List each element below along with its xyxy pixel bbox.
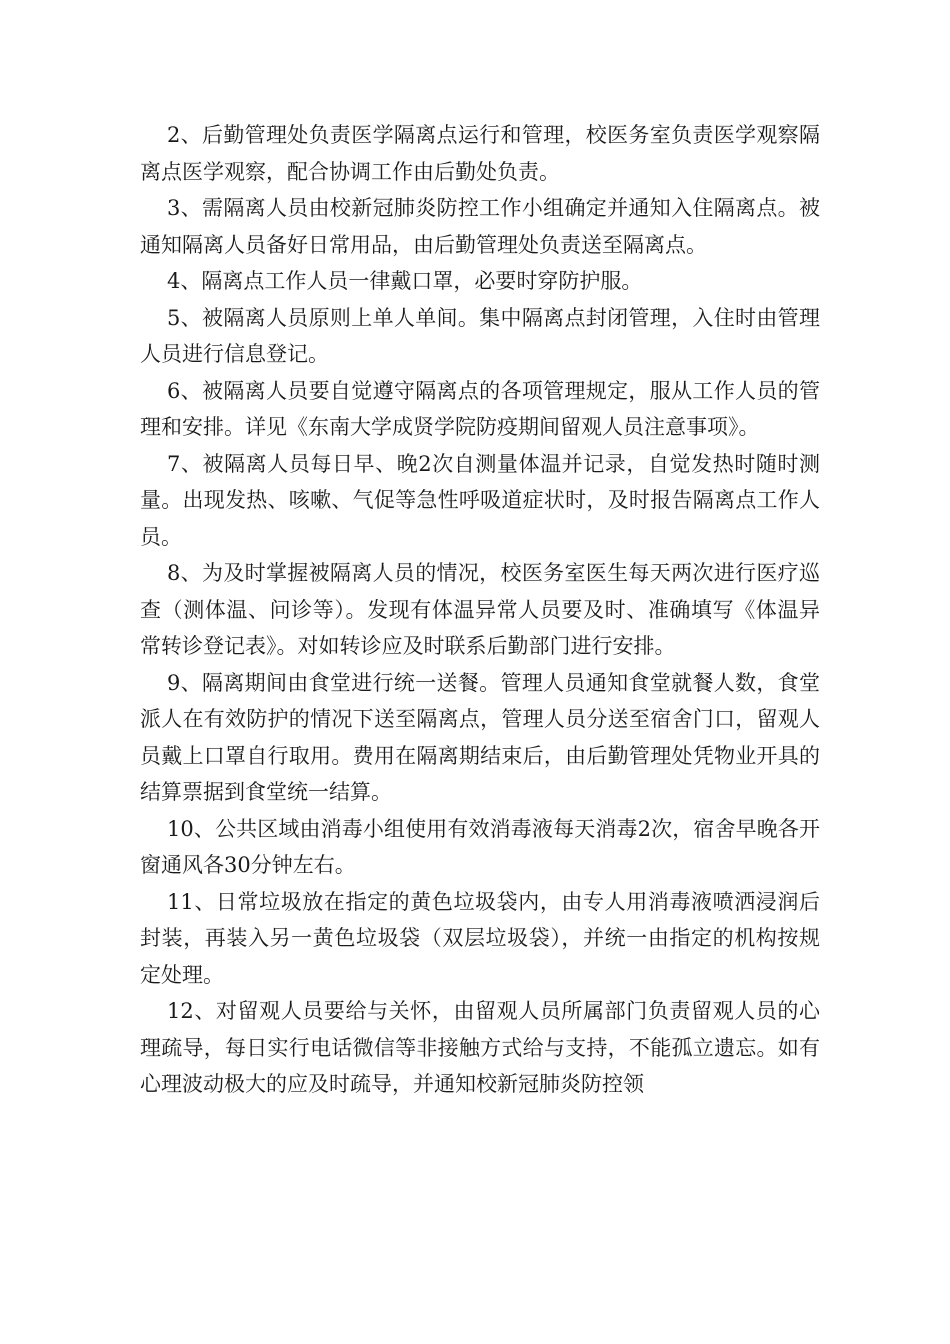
document-body <box>140 117 820 1103</box>
paragraph-item-11: 11、日常垃圾放在指定的黄色垃圾袋内，由专人用消毒液喷洒浸润后封装，再装入另一黄色垃圾袋（双层垃圾袋），并统一由指定的机构按规定处理。 <box>140 889 820 987</box>
paragraph-item-9: 9、隔离期间由食堂进行统一送餐。管理人员通知食堂就餐人数，食堂派人在有效防护的情况下送至隔离点，管理人员分送至宿舍门口，留观人员戴上口罩自行取用。费用在隔离期结束后，由后勤管理处凭物业开具的结算票据到食堂统一结算。 <box>140 670 820 804</box>
paragraph-item-7: 7、被隔离人员每日早、晚2次自测量体温并记录，自觉发热时随时测量。出现发热、咳嗽、气促等急性呼吸道症状时，及时报告隔离点工作人员。 <box>140 451 820 549</box>
paragraph-item-4: 4、隔离点工作人员一律戴口罩，必要时穿防护服。 <box>167 269 643 293</box>
paragraph-item-10: 10、公共区域由消毒小组使用有效消毒液每天消毒2次，宿舍早晚各开窗通风各30分钟左右。 <box>140 816 820 877</box>
paragraph-item-8: 8、为及时掌握被隔离人员的情况，校医务室医生每天两次进行医疗巡查（测体温、问诊等）。发现有体温异常人员要及时、准确填写《体温异常转诊登记表》。对如转诊应及时联系后勤部门进行安排。 <box>140 561 820 658</box>
paragraph-item-5: 5、被隔离人员原则上单人单间。集中隔离点封闭管理，入住时由管理人员进行信息登记。 <box>140 305 820 366</box>
paragraph-item-12: 12、对留观人员要给与关怀，由留观人员所属部门负责留观人员的心理疏导，每日实行电话微信等非接触方式给与支持，不能孤立遗忘。如有心理波动极大的应及时疏导，并通知校新冠肺炎防控领 <box>140 999 820 1096</box>
paragraph-item-6: 6、被隔离人员要自觉遵守隔离点的各项管理规定，服从工作人员的管理和安排。详见《东南大学成贤学院防疫期间留观人员注意事项》。 <box>140 378 820 439</box>
paragraph-item-2: 2、后勤管理处负责医学隔离点运行和管理，校医务室负责医学观察隔离点医学观察，配合协调工作由后勤处负责。 <box>140 123 820 184</box>
paragraph-item-3: 3、需隔离人员由校新冠肺炎防控工作小组确定并通知入住隔离点。被通知隔离人员备好日常用品，由后勤管理处负责送至隔离点。 <box>140 196 820 257</box>
